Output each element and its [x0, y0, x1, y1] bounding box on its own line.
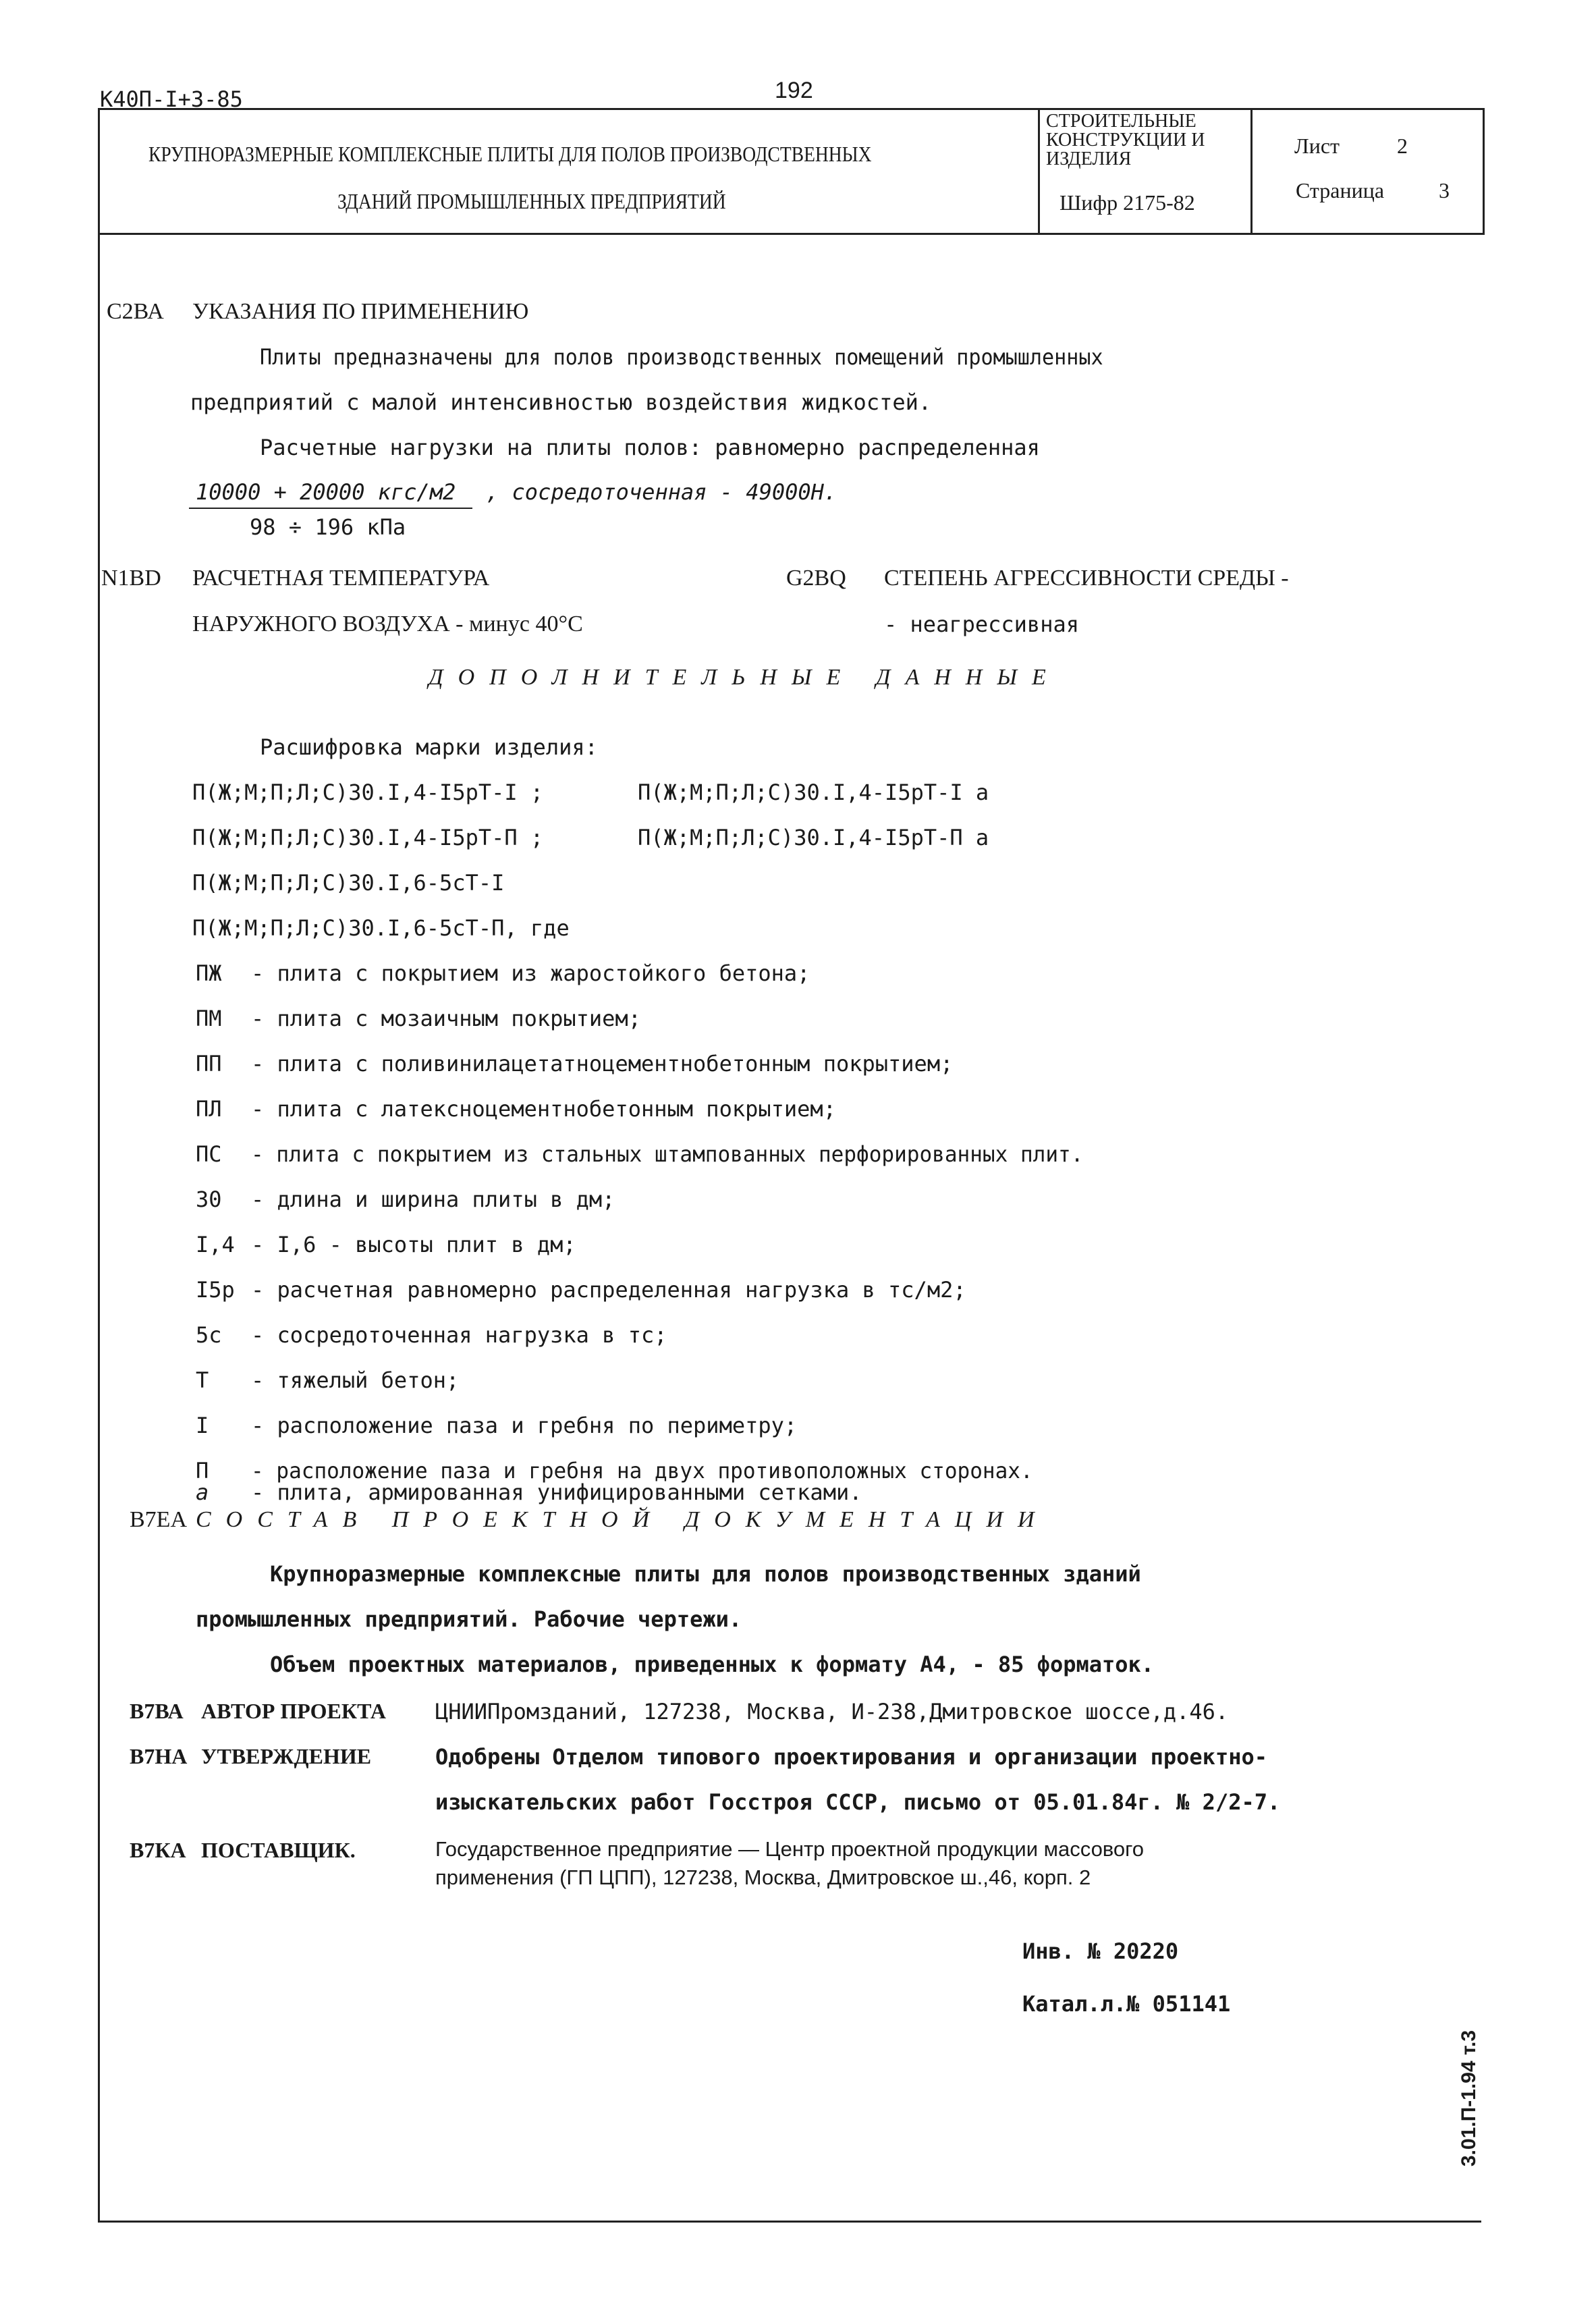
author-label: АВТОР ПРОЕКТА — [201, 1699, 386, 1723]
composition-line3: Объем проектных материалов, приведенных к формату А4, - 85 форматок. — [270, 1652, 1155, 1677]
mark-2: П(Ж;М;П;Л;С)30.I,4-I5рТ-I а — [638, 780, 989, 805]
composition-code: В7ЕА — [130, 1507, 187, 1532]
cipher: Шифр 2175-82 — [1060, 190, 1195, 215]
page-value: 3 — [1439, 178, 1450, 202]
legend-text: - тяжелый бетон; — [251, 1367, 460, 1393]
environment-code: G2BQ — [786, 566, 846, 591]
legend-text: - плита с мозаичным покрытием; — [251, 1006, 641, 1031]
legend-text: - расположение паза и гребня на двух противоположных сторонах. — [251, 1458, 1033, 1484]
legend-key: ПМ — [196, 1006, 222, 1031]
category-line1: СТРОИТЕЛЬНЫЕ — [1046, 111, 1196, 132]
environment-line2: - неагрессивная — [884, 611, 1079, 637]
mark-3: П(Ж;М;П;Л;С)30.I,4-I5рТ-П ; — [192, 825, 544, 850]
legend-key: I,4 — [196, 1232, 235, 1257]
legend-key: а — [196, 1479, 209, 1505]
legend-text: - I,6 - высоты плит в дм; — [251, 1232, 576, 1257]
author-text: ЦНИИПромзданий, 127238, Москва, И-238,Дмитровское шоссе,д.46. — [435, 1699, 1229, 1724]
legend-key: 30 — [196, 1187, 222, 1212]
legend-text: - плита с латексноцементнобетонным покрытием; — [251, 1096, 836, 1122]
legend-text: - расположение паза и гребня по периметру; — [251, 1413, 798, 1438]
load-kpa: 98 ÷ 196 кПа — [250, 514, 406, 540]
document-title-line1: КРУПНОРАЗМЕРНЫЕ КОМПЛЕКСНЫЕ ПЛИТЫ ДЛЯ ПОЛОВ ПРОИЗВОДСТВЕННЫХ — [148, 142, 872, 166]
legend-key: ПС — [196, 1141, 222, 1167]
usage-heading: УКАЗАНИЯ ПО ПРИМЕНЕНИЮ — [192, 299, 529, 324]
category-line3: ИЗДЕЛИЯ — [1046, 148, 1132, 169]
mark-6: П(Ж;М;П;Л;С)30.I,6-5сТ-П, где — [192, 915, 570, 941]
usage-paragraph1-line2: предприятий с малой интенсивностью воздействия жидкостей. — [190, 389, 932, 415]
temperature-line1: РАСЧЕТНАЯ ТЕМПЕРАТУРА — [192, 566, 490, 591]
supplier-label: ПОСТАВЩИК. — [201, 1838, 356, 1862]
legend-key: ПЖ — [196, 960, 222, 986]
mark-5: П(Ж;М;П;Л;С)30.I,6-5сТ-I — [192, 870, 505, 896]
side-code: 3.01.П-1.94 т.3 — [1458, 2030, 1480, 2167]
legend-key: ПП — [196, 1051, 222, 1077]
sheet-value: 2 — [1397, 134, 1408, 158]
legend-key: 5с — [196, 1322, 222, 1348]
legend-text: - плита, армированная унифицированными сетками. — [251, 1479, 862, 1505]
title-block — [98, 108, 1485, 235]
document-code: К40П-I+3-85 — [100, 86, 243, 112]
frame-left-border — [98, 235, 100, 2223]
temperature-line2: НАРУЖНОГО ВОЗДУХА - минус 40°С — [192, 611, 583, 636]
approval-line1: Одобрены Отделом типового проектирования и организации проектно- — [435, 1744, 1267, 1770]
supplier-code: В7КА — [130, 1838, 186, 1862]
legend-text: - длина и ширина плиты в дм; — [251, 1187, 615, 1212]
composition-heading: СОСТАВ ПРОЕКТНОЙ ДОКУМЕНТАЦИИ — [196, 1507, 1049, 1532]
inventory-number: Инв. № 20220 — [1022, 1938, 1179, 1964]
mark-4: П(Ж;М;П;Л;С)30.I,4-I5рТ-П а — [638, 825, 989, 850]
load-rest: , сосредоточенная - 49000Н. — [486, 479, 837, 505]
legend-key: ПЛ — [196, 1096, 222, 1122]
environment-line1: СТЕПЕНЬ АГРЕССИВНОСТИ СРЕДЫ - — [884, 566, 1289, 591]
usage-paragraph2-line1: Расчетные нагрузки на плиты полов: равномерно распределенная — [260, 435, 1040, 460]
supplier-line1: Государственное предприятие — Центр проектной продукции массового — [435, 1837, 1145, 1861]
frame-bottom-border — [98, 2221, 1481, 2223]
sheet-label: Лист — [1294, 134, 1340, 158]
mark-1: П(Ж;М;П;Л;С)30.I,4-I5рТ-I ; — [192, 780, 544, 805]
document-title-line2: ЗДАНИЙ ПРОМЫШЛЕННЫХ ПРЕДПРИЯТИЙ — [337, 189, 726, 213]
usage-paragraph1-line1: Плиты предназначены для полов производственных помещений промышленных — [260, 344, 1103, 370]
legend-text: - расчетная равномерно распределенная нагрузка в тс/м2; — [251, 1277, 966, 1303]
title-divider-1 — [1038, 108, 1040, 235]
legend-text: - плита с поливинилацетатноцементнобетонным покрытием; — [251, 1051, 954, 1077]
composition-line2: промышленных предприятий. Рабочие чертежи. — [196, 1606, 742, 1632]
author-code: В7ВА — [130, 1699, 184, 1723]
catalog-number: Катал.л.№ 051141 — [1022, 1991, 1231, 2017]
supplier-line2: применения (ГП ЦПП), 127238, Москва, Дмитровское ш.,46, корп. 2 — [435, 1866, 1091, 1889]
approval-label: УТВЕРЖДЕНИЕ — [201, 1744, 372, 1768]
load-underline — [189, 508, 472, 509]
approval-code: В7НА — [130, 1744, 188, 1768]
legend-text: - сосредоточенная нагрузка в тс; — [251, 1322, 667, 1348]
legend-text: - плита с покрытием из жаростойкого бетона; — [251, 960, 810, 986]
legend-key: I5р — [196, 1277, 235, 1303]
composition-line1: Крупноразмерные комплексные плиты для полов производственных зданий — [270, 1561, 1141, 1587]
legend-text: - плита с покрытием из стальных штампованных перфорированных плит. — [251, 1141, 1084, 1167]
additional-heading: ДОПОЛНИТЕЛЬНЫЕ ДАННЫЕ — [429, 665, 1061, 690]
usage-code: С2ВА — [107, 299, 164, 324]
decode-label: Расшифровка марки изделия: — [260, 734, 598, 760]
page-number: 192 — [775, 78, 813, 103]
temperature-code: N1BD — [101, 566, 161, 591]
category-line2: КОНСТРУКЦИИ И — [1046, 130, 1205, 151]
page-label: Страница — [1296, 178, 1385, 202]
approval-line2: изыскательских работ Госстроя СССР, письмо от 05.01.84г. № 2/2-7. — [435, 1789, 1281, 1815]
legend-key: I — [196, 1413, 209, 1438]
load-value: 10000 + 20000 кгс/м2 — [196, 479, 456, 505]
title-divider-2 — [1250, 108, 1253, 235]
legend-key: Т — [196, 1367, 209, 1393]
legend-key: П — [196, 1458, 209, 1484]
